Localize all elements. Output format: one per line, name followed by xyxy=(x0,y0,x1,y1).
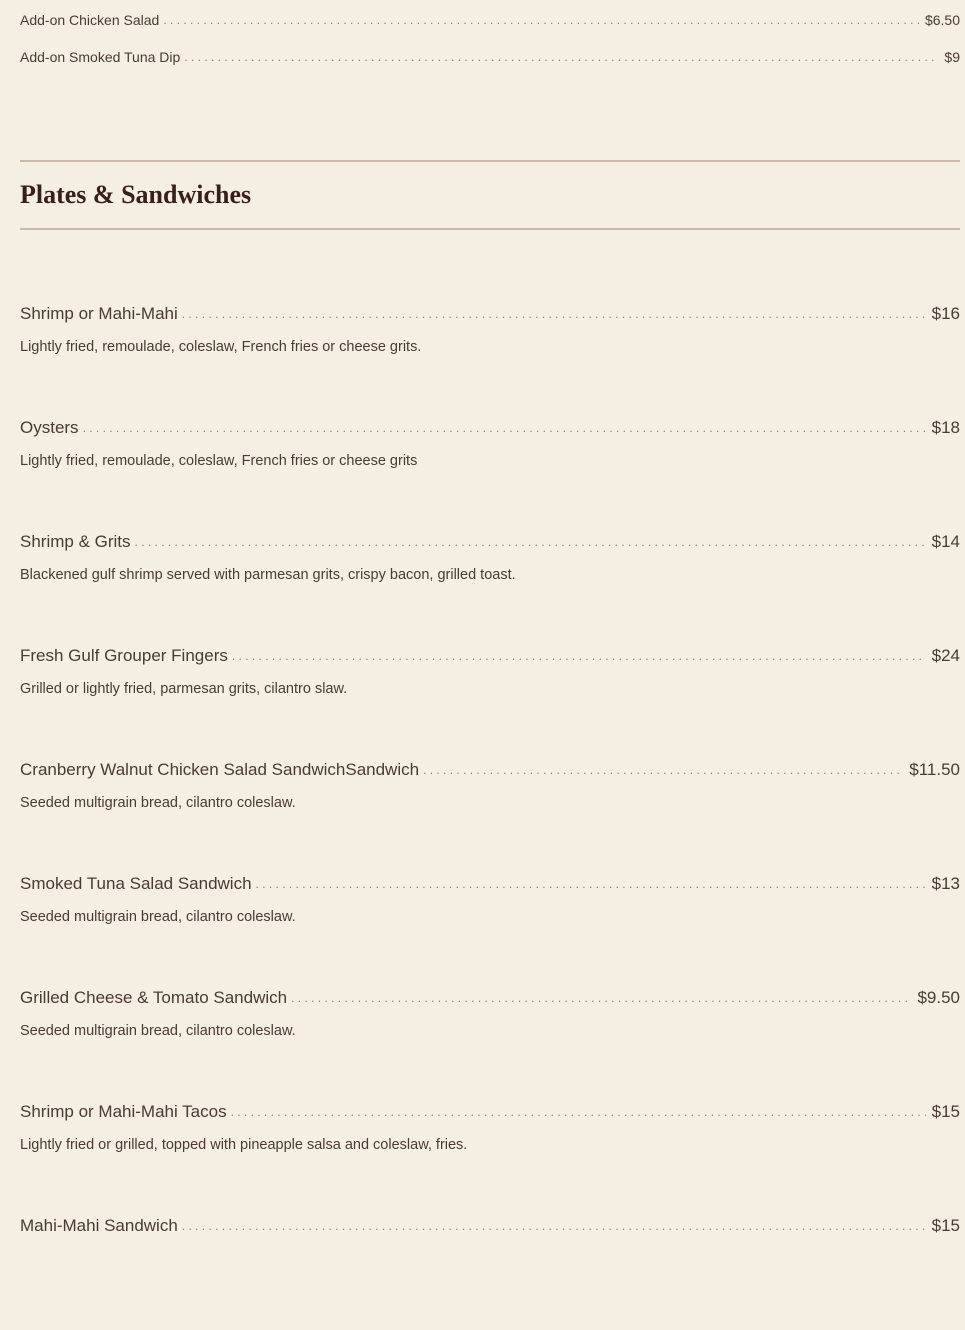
item-price: $16 xyxy=(931,304,960,323)
dot-leader xyxy=(135,536,926,548)
item-name: Cranberry Walnut Chicken Salad SandwichSandwich xyxy=(20,760,420,779)
menu-item xyxy=(20,1216,960,1330)
addon-price: $9 xyxy=(944,49,960,65)
menu-item xyxy=(20,760,960,874)
item-description: Lightly fried or grilled, topped with pineapple salsa and coleslaw, fries. xyxy=(20,1137,468,1153)
item-name: Shrimp or Mahi-Mahi xyxy=(20,304,178,323)
menu-item xyxy=(20,532,960,646)
item-name: Smoked Tuna Salad Sandwich xyxy=(20,874,252,893)
item-description: Grilled or lightly fried, parmesan grits, cilantro slaw. xyxy=(20,681,348,697)
dot-leader xyxy=(256,878,926,890)
menu-items-list xyxy=(20,230,960,1330)
addon-name: Add-on Smoked Tuna Dip xyxy=(20,49,181,65)
item-description: Blackened gulf shrimp served with parmesan grits, crispy bacon, grilled toast. xyxy=(20,567,516,583)
menu-item xyxy=(20,646,960,760)
dot-leader xyxy=(231,1106,926,1118)
item-price: $14 xyxy=(931,532,960,551)
dot-leader xyxy=(83,422,926,434)
menu-item xyxy=(20,304,960,418)
item-name: Fresh Gulf Grouper Fingers xyxy=(20,646,228,665)
item-description: Lightly fried, remoulade, coleslaw, French fries or cheese grits xyxy=(20,453,418,469)
list-item xyxy=(20,49,960,86)
dot-leader xyxy=(184,51,938,63)
menu-item xyxy=(20,988,960,1102)
item-description: Seeded multigrain bread, cilantro coleslaw. xyxy=(20,909,296,925)
dot-leader xyxy=(163,14,919,26)
item-price: $11.50 xyxy=(909,760,960,779)
menu-item xyxy=(20,418,960,532)
section-title: Plates & Sandwiches xyxy=(20,180,252,209)
item-name: Grilled Cheese & Tomato Sandwich xyxy=(20,988,288,1007)
menu-item xyxy=(20,1102,960,1216)
item-description: Lightly fried, remoulade, coleslaw, French fries or cheese grits. xyxy=(20,339,422,355)
dot-leader xyxy=(232,650,926,662)
addon-price: $6.50 xyxy=(924,12,960,28)
dot-leader xyxy=(182,1220,926,1232)
item-description: Seeded multigrain bread, cilantro coleslaw. xyxy=(20,795,296,811)
item-price: $13 xyxy=(931,874,960,893)
section-header xyxy=(20,160,960,230)
item-description: Seeded multigrain bread, cilantro coleslaw. xyxy=(20,1023,296,1039)
item-name: Mahi-Mahi Sandwich xyxy=(20,1216,178,1235)
addons-list xyxy=(20,0,960,86)
item-price: $15 xyxy=(931,1102,960,1121)
dot-leader xyxy=(423,764,903,776)
item-price: $9.50 xyxy=(917,988,960,1007)
menu-item xyxy=(20,874,960,988)
dot-leader xyxy=(182,308,926,320)
list-item xyxy=(20,12,960,49)
item-price: $18 xyxy=(931,418,960,437)
item-name: Shrimp & Grits xyxy=(20,532,131,551)
item-price: $15 xyxy=(931,1216,960,1235)
item-name: Shrimp or Mahi-Mahi Tacos xyxy=(20,1102,227,1121)
item-name: Oysters xyxy=(20,418,79,437)
dot-leader xyxy=(291,992,911,1004)
addon-name: Add-on Chicken Salad xyxy=(20,12,160,28)
item-price: $24 xyxy=(931,646,960,665)
